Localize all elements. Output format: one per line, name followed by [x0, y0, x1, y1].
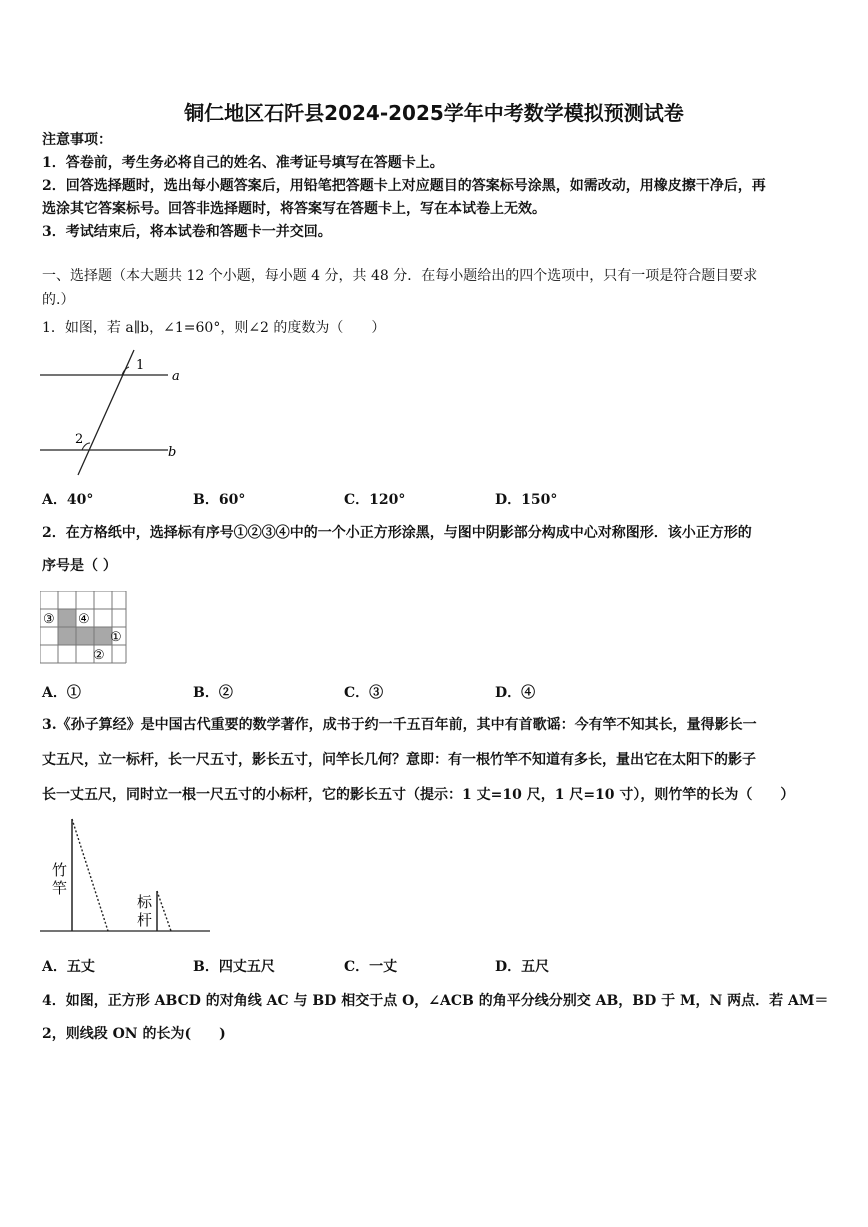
q4-stem: 4．如图，正方形 ABCD 的对角线 AC 与 BD 相交于点 O，∠ACB 的角平分线分别交 AB，BD 于 M，N 两点．若 AM＝	[42, 993, 829, 1009]
q2-label-3: ③	[43, 612, 55, 627]
q3-stem-cont-1: 丈五尺，立一标杆，长一尺五寸，影长五寸，问竿长几何？意即：有一根竹竿不知道有多长，量出它在太阳下的影子	[42, 752, 756, 768]
section-heading: 一、选择题（本大题共 12 个小题，每小题 4 分，共 48 分．在每小题给出的四个选项中，只有一项是符合题目要求	[42, 268, 758, 284]
q1-option-a[interactable]: A．40°	[42, 492, 94, 508]
q3-option-a[interactable]: A．五丈	[42, 959, 95, 975]
q3-label-bamboo-2: 竿	[52, 879, 68, 897]
q1-figure	[38, 345, 188, 480]
q3-option-b[interactable]: B．四丈五尺	[193, 959, 275, 975]
notice-heading: 注意事项：	[42, 132, 112, 148]
q2-grid-figure	[40, 591, 128, 665]
page-title: 铜仁地区石阡县2024-2025学年中考数学模拟预测试卷	[184, 101, 684, 125]
notice-item-2-cont: 选涂其它答案标号。回答非选择题时，将答案写在答题卡上，写在本试卷上无效。	[42, 201, 546, 217]
notice-item-2: 2．回答选择题时，选出每小题答案后，用铅笔把答题卡上对应题目的答案标号涂黑，如需改动，用橡皮擦干净后，再	[42, 178, 766, 194]
q3-stem: 3.《孙子算经》是中国古代重要的数学著作，成书于约一千五百年前，其中有首歌谣：今有竿不知其长，量得影长一	[42, 717, 757, 733]
q3-label-pole-2: 杆	[137, 911, 153, 929]
q2-option-b[interactable]: B．②	[193, 685, 233, 701]
q2-option-c[interactable]: C．③	[344, 685, 384, 701]
notice-item-3: 3．考试结束后，将本试卷和答题卡一并交回。	[42, 224, 332, 240]
q1-label-line-b: b	[168, 445, 177, 460]
q1-label-angle2: 2	[75, 432, 84, 447]
q4-stem-cont: 2，则线段 ON 的长为( )	[42, 1026, 226, 1042]
q2-stem-cont: 序号是（ ）	[42, 558, 117, 574]
q2-label-1: ①	[110, 630, 122, 645]
q1-option-c[interactable]: C．120°	[344, 492, 406, 508]
q1-label-angle1: 1	[136, 358, 145, 373]
notice-item-1: 1．答卷前，考生务必将自己的姓名、准考证号填写在答题卡上。	[42, 155, 444, 171]
q3-figure	[40, 815, 215, 940]
q2-option-d[interactable]: D．④	[495, 685, 536, 701]
q1-stem: 1．如图，若 a∥b，∠1=60°，则∠2 的度数为（ ）	[42, 320, 386, 336]
q1-option-b[interactable]: B．60°	[193, 492, 246, 508]
q1-option-d[interactable]: D．150°	[495, 492, 558, 508]
q1-label-line-a: a	[172, 369, 180, 384]
q3-label-bamboo-1: 竹	[52, 861, 68, 879]
q2-label-4: ④	[78, 612, 90, 627]
q3-label-pole-1: 标	[137, 893, 153, 911]
section-heading-cont: 的.）	[42, 292, 75, 308]
q3-option-c[interactable]: C．一丈	[344, 959, 398, 975]
q2-label-2: ②	[93, 648, 105, 663]
q3-stem-cont-2: 长一丈五尺，同时立一根一尺五寸的小标杆，它的影长五寸（提示：1 丈=10 尺，1 尺=10 寸），则竹竿的长为（ ）	[42, 787, 795, 803]
q2-option-a[interactable]: A．①	[42, 685, 81, 701]
q2-stem: 2．在方格纸中，选择标有序号①②③④中的一个小正方形涂黑，与图中阴影部分构成中心对称图形．该小正方形的	[42, 525, 752, 541]
q3-option-d[interactable]: D．五尺	[495, 959, 550, 975]
